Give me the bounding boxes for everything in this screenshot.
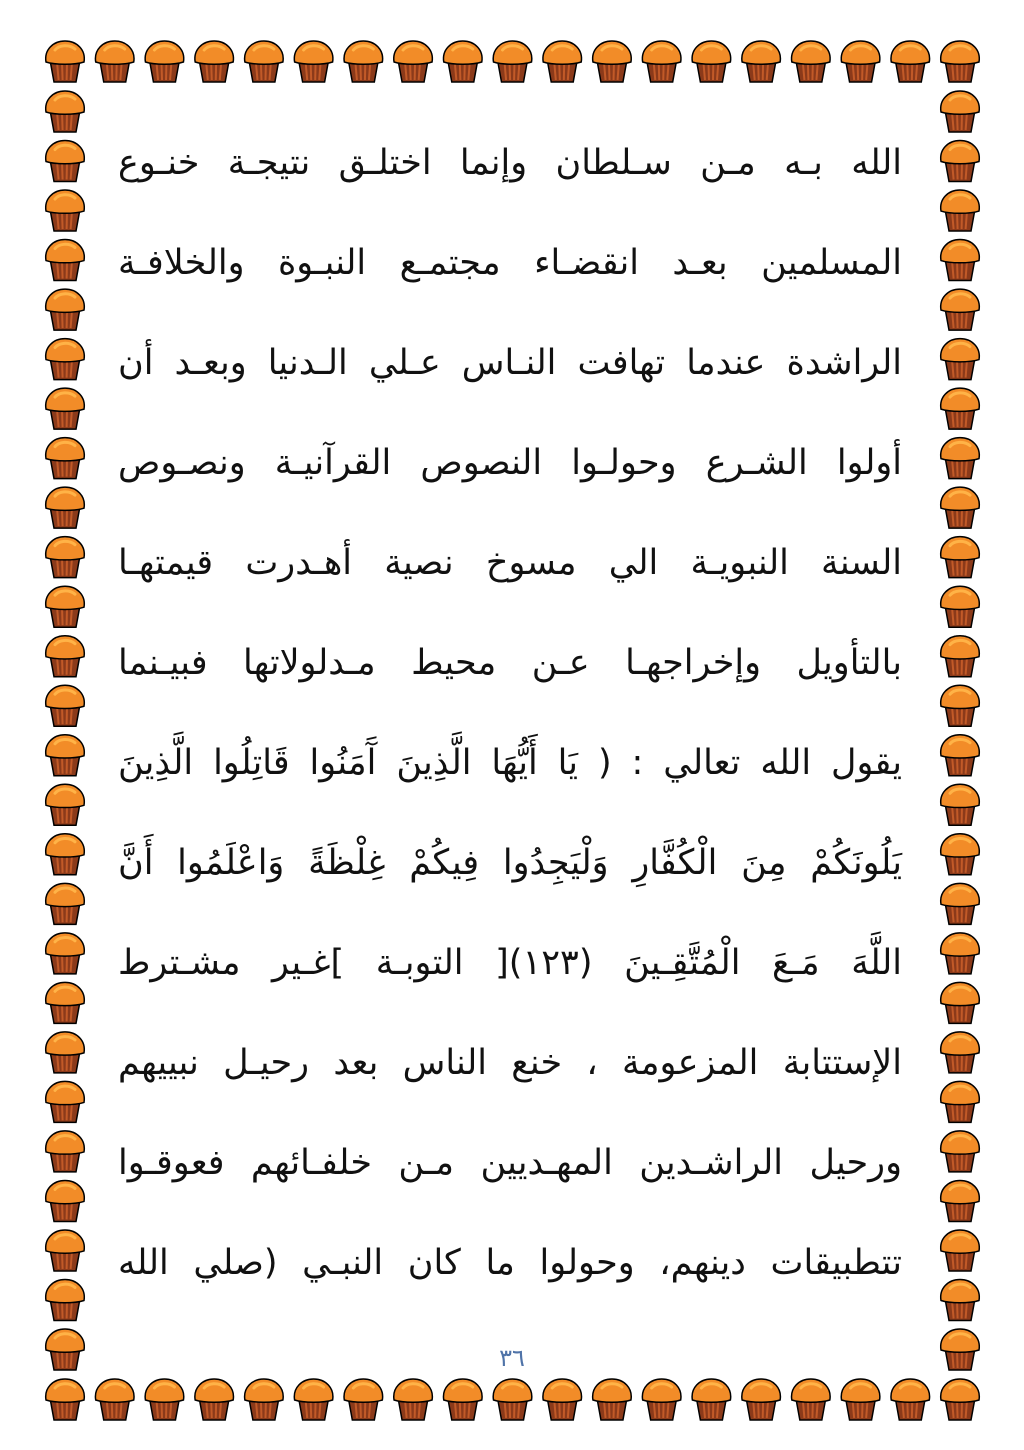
muffin-icon [493,1379,532,1420]
muffin-icon [46,240,85,281]
muffin-icon [46,1180,85,1221]
text-line: ورحيل الراشـدين المهـديين مـن خلفـائهم فعوقـوا [118,1143,902,1183]
muffin-icon [941,586,980,627]
muffin-icon [443,41,482,82]
muffin-icon [95,1379,134,1420]
text-line: يقول الله تعالي : ( يَا أَيُّهَا الَّذِينَ آَمَنُوا قَاتِلُوا الَّذِينَ [118,743,902,783]
muffin-icon [941,487,980,528]
muffin-icon [46,388,85,429]
muffin-icon [46,41,85,82]
muffin-icon [593,1379,632,1420]
muffin-icon [195,41,234,82]
muffin-icon [941,883,980,924]
muffin-icon [941,1180,980,1221]
muffin-icon [941,1279,980,1320]
muffin-icon [941,537,980,578]
muffin-icon [46,1230,85,1271]
muffin-icon [245,1379,284,1420]
muffin-icon [891,1379,930,1420]
muffin-icon [46,1131,85,1172]
muffin-icon [394,41,433,82]
muffin-icon [46,1379,85,1420]
muffin-icon [46,91,85,132]
text-line: الراشدة عندما تهافت النـاس عـلي الـدنيا وبعـد أن [118,343,902,383]
muffin-icon [46,685,85,726]
muffin-icon [891,41,930,82]
muffin-icon [692,1379,731,1420]
muffin-icon [941,141,980,182]
muffin-icon [941,636,980,677]
text-line: يَلُونَكُمْ مِنَ الْكُفَّارِ وَلْيَجِدُوا فِيكُمْ غِلْظَةً وَاعْلَمُوا أَنَّ [118,843,902,883]
muffin-icon [394,1379,433,1420]
muffin-icon [941,289,980,330]
muffin-icon [941,933,980,974]
muffin-icon [46,636,85,677]
muffin-icon [792,1379,831,1420]
muffin-icon [941,240,980,281]
muffin-icon [792,41,831,82]
muffin-icon [543,1379,582,1420]
muffin-icon [46,883,85,924]
muffin-icon [941,339,980,380]
muffin-icon [543,41,582,82]
muffin-icon [46,933,85,974]
muffin-icon [46,438,85,479]
muffin-icon [344,41,383,82]
muffin-icon [642,1379,681,1420]
muffin-icon [941,91,980,132]
muffin-icon [46,1032,85,1073]
muffin-icon [195,1379,234,1420]
muffin-icon [941,982,980,1023]
text-line: اللَّهَ مَـعَ الْمُتَّقِـينَ (١٢٣)[ التوبـة ]غـير مشـترط [118,943,902,983]
page-number: ٣٦ [499,1344,525,1372]
muffin-icon [46,339,85,380]
muffin-icon [841,41,880,82]
text-line: السنة النبويـة الي مسوخ نصية أهـدرت قيمتهـا [118,543,902,583]
text-line: الله بـه مـن سـلطان وإنما اختلـق نتيجـة خنـوع [118,143,902,183]
muffin-icon [294,1379,333,1420]
muffin-icon [245,41,284,82]
muffin-icon [941,1329,980,1370]
muffin-icon [742,41,781,82]
muffin-icon [742,1379,781,1420]
muffin-icon [443,1379,482,1420]
muffin-icon [941,1379,980,1420]
muffin-icon [941,438,980,479]
muffin-icon [46,487,85,528]
muffin-icon [145,41,184,82]
muffin-icon [941,1230,980,1271]
muffin-icon [46,190,85,231]
muffin-icon [46,1081,85,1122]
page-body [118,128,902,1338]
muffin-icon [46,735,85,776]
muffin-icon [941,1131,980,1172]
muffin-icon [941,1032,980,1073]
muffin-icon [841,1379,880,1420]
muffin-icon [46,141,85,182]
muffin-icon [941,1081,980,1122]
muffin-icon [941,41,980,82]
muffin-icon [46,537,85,578]
muffin-icon [941,388,980,429]
muffin-icon [941,735,980,776]
muffin-icon [46,1279,85,1320]
text-line: الإستتابة المزعومة ، خنع الناس بعد رحيـل نبييهم [118,1043,902,1083]
muffin-icon [941,834,980,875]
muffin-icon [46,784,85,825]
muffin-icon [294,41,333,82]
muffin-icon [145,1379,184,1420]
text-line: أولوا الشـرع وحولـوا النصوص القرآنيـة ونصـوص [118,443,902,483]
muffin-icon [46,1329,85,1370]
muffin-icon [46,586,85,627]
text-line: تتطبيقات دينهم، وحولوا ما كان النبـي (صلي الله [118,1243,902,1283]
muffin-icon [46,834,85,875]
muffin-icon [493,41,532,82]
muffin-icon [95,41,134,82]
muffin-icon [344,1379,383,1420]
muffin-icon [692,41,731,82]
muffin-icon [941,685,980,726]
muffin-icon [593,41,632,82]
text-line: بالتأويل وإخراجهـا عـن محيط مـدلولاتها فبيـنما [118,643,902,683]
text-line: المسلمين بعـد انقضـاء مجتمـع النبـوة والخلافـة [118,243,902,283]
muffin-icon [941,190,980,231]
muffin-icon [642,41,681,82]
muffin-icon [46,982,85,1023]
muffin-icon [941,784,980,825]
muffin-icon [46,289,85,330]
